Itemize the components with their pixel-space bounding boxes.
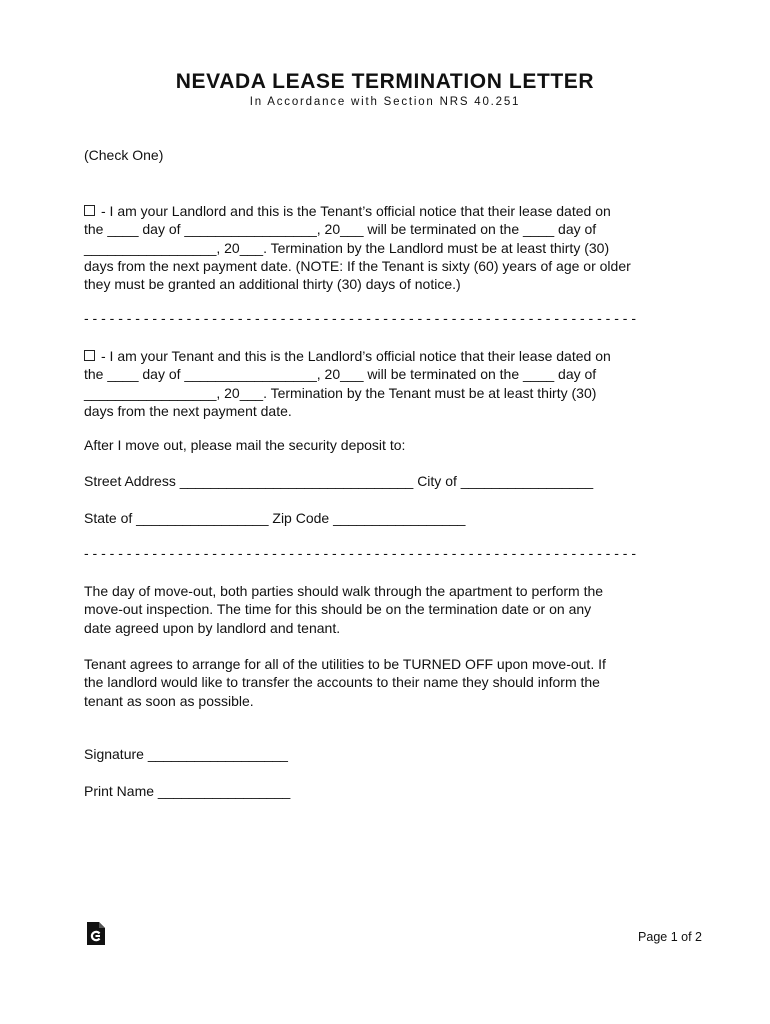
utilities-line-3: tenant as soon as possible. [84,692,254,709]
utilities-line-2: the landlord would like to transfer the accounts to their name they should inform the [84,674,600,691]
tenant-line-1: - I am your Tenant and this is the Landlord’s official notice that their lease dated on [101,348,611,364]
landlord-line-5: they must be granted an additional thirty (30) days of notice.) [84,276,461,293]
landlord-line-3: _________________, 20___. Termination by the Landlord must be at least thirty (30) [84,239,610,256]
move-out-line-3: date agreed upon by landlord and tenant. [84,619,341,636]
section-divider-1: - - - - - - - - - - - - - - - - - - - - - - - - - - - - - - - - - - - - - - - - - - - - - - - - - - - - - - - - - - - - - - - - - [84,310,636,326]
landlord-line-2: the ____ day of _________________, 20___ will be terminated on the ____ day of [84,221,597,238]
move-out-line-2: move-out inspection. The time for this should be on the termination date or on any [84,601,592,618]
document-subtitle: In Accordance with Section NRS 40.251 [249,96,521,108]
landlord-line-4: days from the next payment date. (NOTE: If the Tenant is sixty (60) years of age or older [84,257,631,274]
landlord-checkbox[interactable] [84,205,95,216]
tenant-line-3: _________________, 20___. Termination by the Tenant must be at least thirty (30) [84,384,597,401]
street-address-field[interactable]: Street Address ______________________________ City of _________________ [84,473,594,489]
move-out-line-1: The day of move-out, both parties should walk through the apartment to perform the [84,583,604,599]
tenant-line-4: days from the next payment date. [84,402,292,419]
deposit-intro: After I move out, please mail the security deposit to: [84,437,406,453]
signature-field[interactable]: Signature __________________ [84,746,288,762]
page-number: Page 1 of 2 [638,930,702,944]
document-logo-icon [86,921,106,946]
landlord-option [84,202,694,293]
move-out-paragraph [84,582,694,637]
state-zip-field[interactable]: State of _________________ Zip Code _________________ [84,510,466,526]
section-divider-2: - - - - - - - - - - - - - - - - - - - - - - - - - - - - - - - - - - - - - - - - - - - - - - - - - - - - - - - - - - - - - - - - - [84,545,636,561]
tenant-checkbox[interactable] [84,350,95,361]
tenant-line-2: the ____ day of _________________, 20___ will be terminated on the ____ day of [84,366,597,383]
document-title: NEVADA LEASE TERMINATION LETTER [175,70,595,93]
tenant-option [84,347,694,420]
utilities-line-1: Tenant agrees to arrange for all of the utilities to be TURNED OFF upon move-out. If [84,656,606,672]
landlord-line-1: - I am your Landlord and this is the Tenant’s official notice that their lease dated on [101,203,611,219]
check-one-label: (Check One) [84,147,164,163]
print-name-field[interactable]: Print Name _________________ [84,783,291,799]
utilities-paragraph [84,655,694,710]
